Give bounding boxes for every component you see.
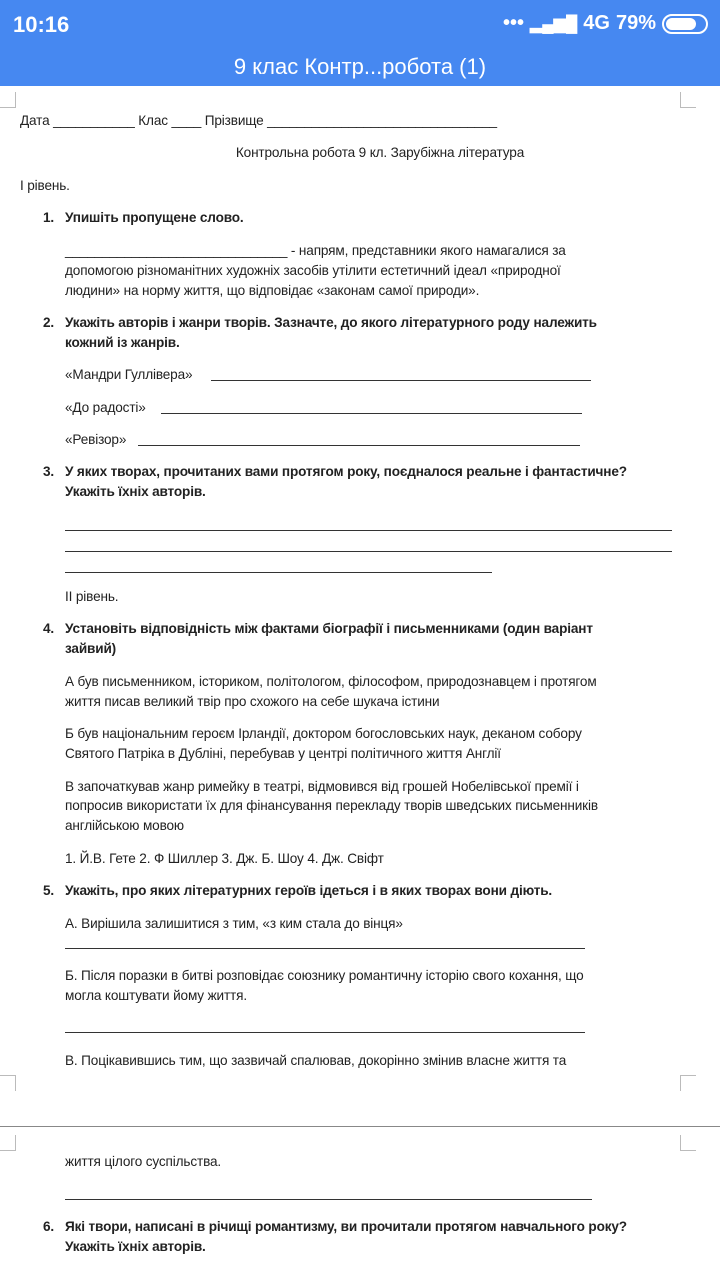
q3-text: Укажіть їхніх авторів. bbox=[65, 484, 206, 499]
answer-line bbox=[161, 413, 582, 414]
doc-title: Контрольна робота 9 кл. Зарубіжна література bbox=[235, 145, 525, 160]
q1-line: допомогою різноманітних художніх засобів утілити естетичний ідеал «природної bbox=[65, 263, 561, 278]
q3-text: У яких творах, прочитаних вами протягом року, поєдналося реальне і фантастичне? bbox=[65, 464, 627, 479]
q5-item-c: В. Поцікавившись тим, що зазвичай спалював, докорінно змінив власне життя та bbox=[65, 1053, 567, 1068]
q6-text: Які твори, написані в річищі романтизму, ви прочитали протягом навчального року? bbox=[65, 1219, 627, 1234]
q5-text: Укажіть, про яких літературних героїв ідеться і в яких творах вони діють. bbox=[65, 883, 553, 898]
q4-options: 1. Й.В. Гете 2. Ф Шиллер 3. Дж. Б. Шоу 4. Дж. Свіфт bbox=[65, 851, 384, 866]
q1-text: Упишіть пропущене слово. bbox=[65, 210, 244, 225]
q2-text: кожний із жанрів. bbox=[65, 335, 180, 350]
level-2-heading: ІІ рівень. bbox=[65, 589, 119, 604]
page-break bbox=[0, 1126, 720, 1127]
answer-line bbox=[138, 445, 580, 446]
page-corner bbox=[0, 92, 16, 108]
answer-line bbox=[65, 530, 672, 531]
q2-item: «Ревізор» bbox=[65, 432, 127, 447]
level-1-heading: І рівень. bbox=[20, 178, 70, 193]
q2-item: «Мандри Гуллівера» bbox=[65, 367, 193, 382]
q1-line: ______________________________ - напрям, представники якого намагалися за bbox=[65, 243, 566, 258]
q5-number: 5. bbox=[43, 883, 55, 898]
q4-fact-b: Б був національним героєм Ірландії, доктором богословських наук, деканом собору bbox=[65, 726, 582, 741]
q2-item: «До радості» bbox=[65, 400, 146, 415]
q6-number: 6. bbox=[43, 1219, 55, 1234]
q4-fact-a: А був письменником, істориком, політологом, філософом, природознавцем і протягом bbox=[65, 674, 597, 689]
answer-line bbox=[65, 948, 585, 949]
header-line: Дата ___________ Клас ____ Прізвище _______________________________ bbox=[20, 113, 497, 128]
q1-line: людини» на норму життя, що відповідає «законам самої природи». bbox=[65, 283, 480, 298]
page-corner bbox=[680, 92, 696, 108]
q4-fact-c: В започаткував жанр римейку в театрі, відмовився від грошей Нобелівської премії і bbox=[65, 779, 579, 794]
q6-text: Укажіть їхніх авторів. bbox=[65, 1239, 206, 1254]
app-header bbox=[0, 0, 720, 86]
q4-fact-c: англійською мовою bbox=[65, 818, 184, 833]
network-type: 4G bbox=[583, 12, 610, 34]
answer-line bbox=[211, 380, 591, 381]
q5-item-c: життя цілого суспільства. bbox=[65, 1154, 222, 1169]
document-title: 9 клас Контр...робота (1) bbox=[233, 54, 487, 79]
status-icons bbox=[503, 12, 708, 35]
q4-text: Установіть відповідність між фактами біографії і письменниками (один варіант bbox=[65, 621, 593, 636]
page-corner bbox=[0, 1135, 16, 1151]
q2-number: 2. bbox=[43, 315, 55, 330]
battery-icon bbox=[662, 14, 708, 34]
answer-line bbox=[65, 1199, 592, 1200]
q4-fact-c: попросив використати їх для фінансування перекладу творів шведських письменників bbox=[65, 798, 598, 813]
q2-text: Укажіть авторів і жанри творів. Зазначте, до якого літературного роду належить bbox=[65, 315, 597, 330]
q5-item-a: А. Вирішила залишитися з тим, «з ким стала до вінця» bbox=[65, 916, 403, 931]
q4-number: 4. bbox=[43, 621, 55, 636]
q3-number: 3. bbox=[43, 464, 55, 479]
page-corner bbox=[680, 1135, 696, 1151]
status-time: 10:16 bbox=[13, 12, 70, 37]
answer-line bbox=[65, 1032, 585, 1033]
battery-percent: 79% bbox=[615, 12, 656, 34]
page-corner bbox=[0, 1075, 16, 1091]
answer-line bbox=[65, 551, 672, 552]
q4-text: зайвий) bbox=[65, 641, 117, 656]
q5-item-b: могла коштувати йому життя. bbox=[65, 988, 247, 1003]
signal-icon: ▂▄▆█ bbox=[530, 15, 578, 33]
q5-item-b: Б. Після поразки в битві розповідає союзнику романтичну історію свого кохання, що bbox=[65, 968, 584, 983]
q4-fact-a: життя писав великий твір про схожого на себе шукача істини bbox=[65, 694, 440, 709]
answer-line bbox=[65, 572, 492, 573]
q1-number: 1. bbox=[43, 210, 55, 225]
notification-dots-icon: ••• bbox=[502, 12, 524, 34]
page-corner bbox=[680, 1075, 696, 1091]
q4-fact-b: Святого Патріка в Дубліні, перебував у центрі політичного життя Англії bbox=[65, 746, 501, 761]
